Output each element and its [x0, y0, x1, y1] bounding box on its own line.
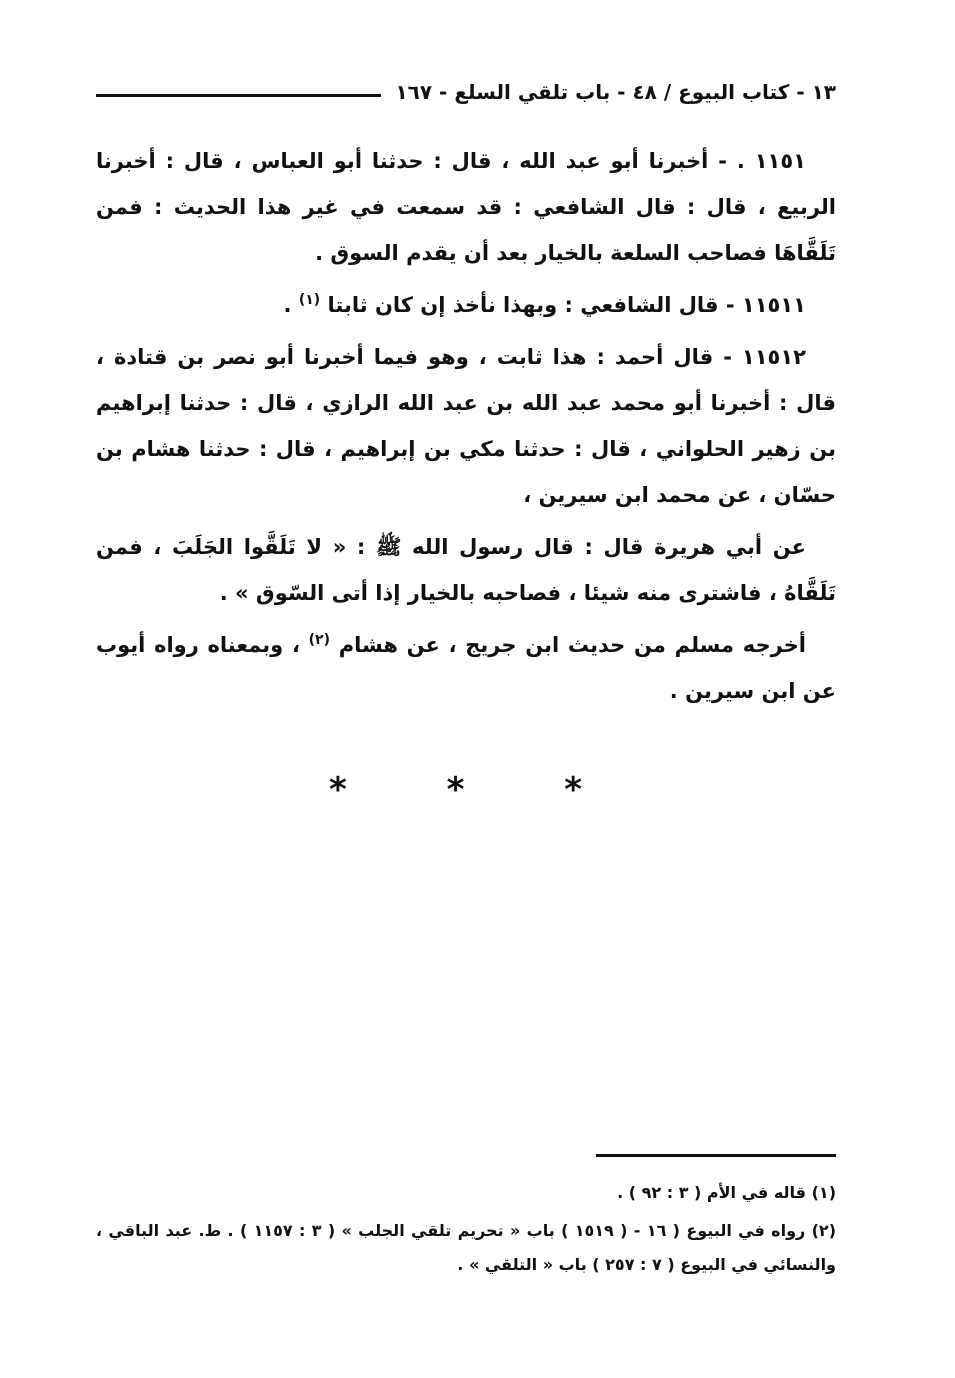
paragraph-11512: ١١٥١٢ - قال أحمد : هذا ثابت ، وهو فيما أخبرنا أبو نصر بن قتادة ، قال : أخبرنا أبو محمد عبد الله بن عبد الله الرازي ، قال : حدثنا إبراهيم بن زهير الحلواني ، قال : حدثنا مكي بن إبراهيم ، قال : حدثنا هشام بن حسّان ، عن محمد ابن سيرين ،	[96, 345, 836, 507]
footnote-1: (١) قاله في الأم ( ٣ : ٩٢ ) .	[617, 1183, 836, 1202]
header-title: ١٣ - كتاب البيوع / ٤٨ - باب تلقي السلع - ١٦٧	[395, 80, 836, 104]
paragraph-11511	[96, 282, 836, 328]
footnote-marker-1[interactable]: (١)	[298, 292, 321, 308]
footnote-marker-2[interactable]: (٢)	[308, 632, 330, 648]
paragraph-11510: ١١٥١ . - أخبرنا أبو عبد الله ، قال : حدثنا أبو العباس ، قال : أخبرنا الربيع ، قال : قال الشافعي : قد سمعت في غير هذا الحديث : فمن تَلَقَّاهَا فصاحب السلعة بالخيار بعد أن يقدم السوق .	[96, 149, 836, 265]
footnotes	[96, 1176, 836, 1286]
running-header	[96, 72, 836, 112]
paragraph-11511-text: ١١٥١١ - قال الشافعي : وبهذا نأخذ إن كان ثابتا	[327, 293, 806, 317]
takhrij-text-end: ، وبمعناه رواه أيوب عن ابن سيرين .	[96, 633, 836, 703]
main-text	[96, 138, 836, 720]
takhrij-paragraph	[96, 622, 836, 714]
paragraph-11511-end: .	[283, 293, 299, 317]
header-rule	[96, 94, 381, 97]
footnote-2: (٢) رواه في البيوع ( ١٦ - ( ١٥١٩ ) باب « تحريم تلقي الجلب » ( ٣ : ١١٥٧ ) . ط. عبد الباقي ، والنسائي في البيوع ( ٧ : ٢٥٧ ) باب « التلقي » .	[96, 1221, 836, 1274]
hadith-text: عن أبي هريرة قال : قال رسول الله ﷺ : « لا تَلَقَّوا الجَلَبَ ، فمن تَلَقَّاهُ ، فاشترى منه شيئا ، فصاحبه بالخيار إذا أتى السّوق » .	[96, 535, 836, 605]
takhrij-text: أخرجه مسلم من حديث ابن جريج ، عن هشام	[338, 633, 806, 657]
section-separator: * * *	[328, 770, 626, 810]
footnote-rule	[596, 1154, 836, 1157]
